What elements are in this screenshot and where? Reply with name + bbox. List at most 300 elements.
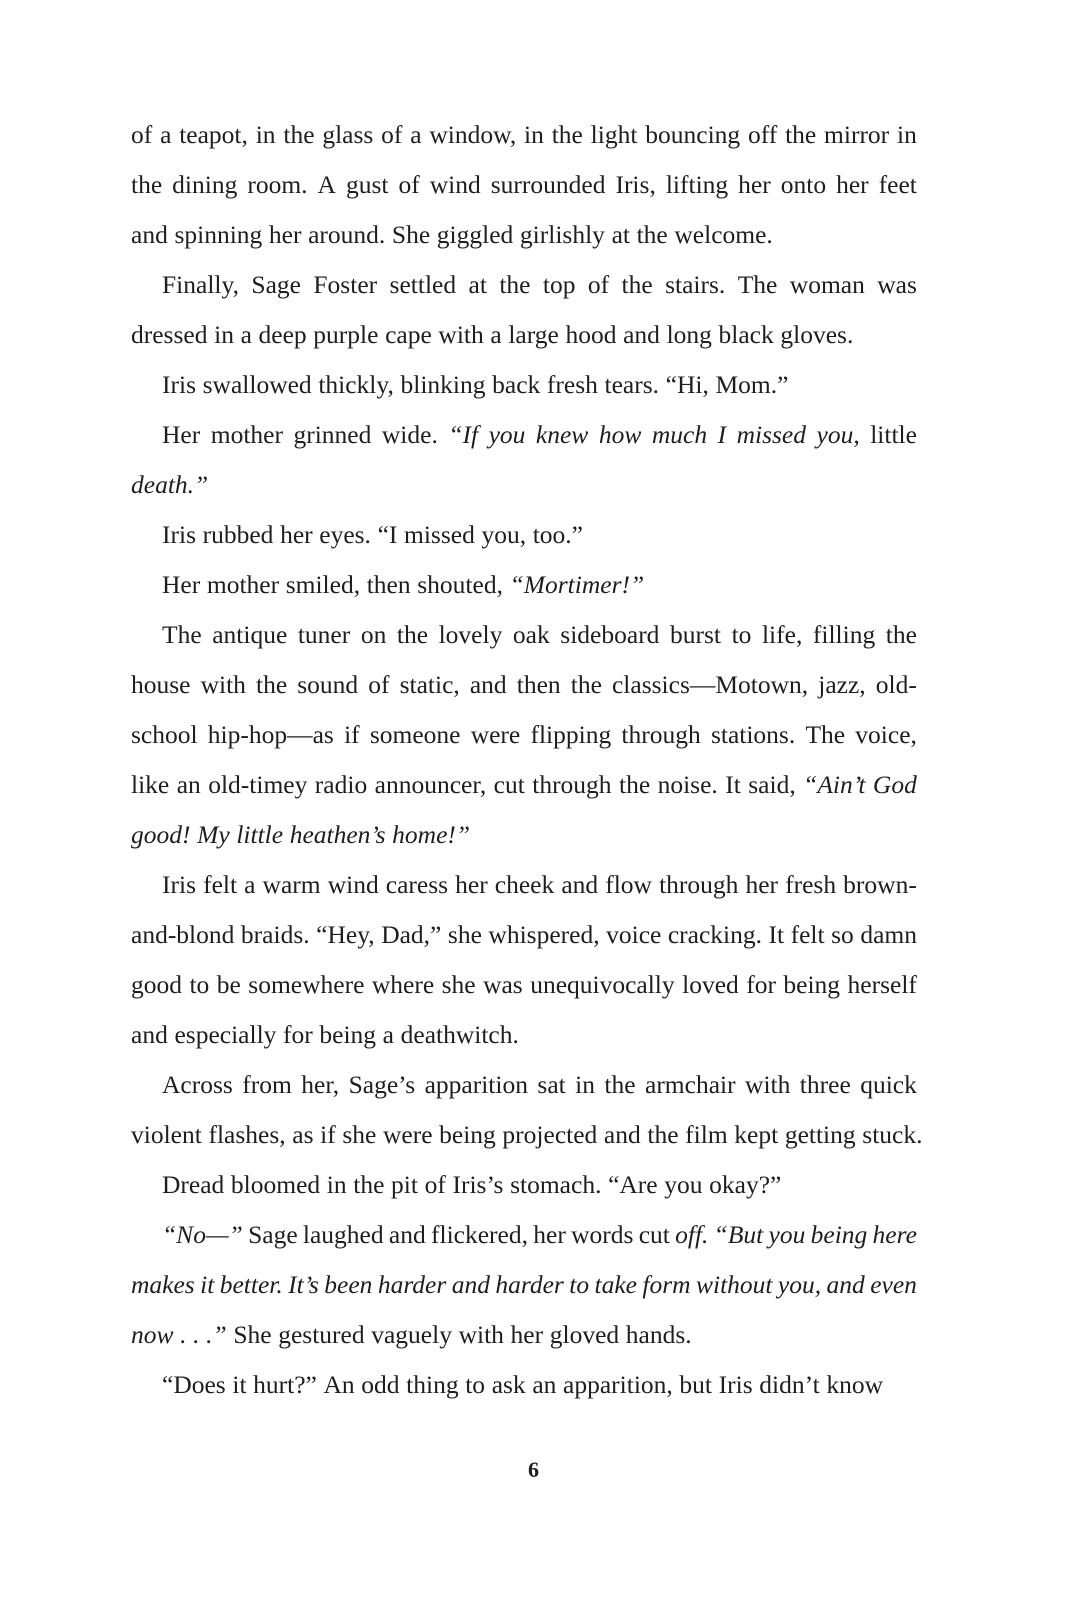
word: rubbed bbox=[202, 520, 274, 549]
word: school bbox=[131, 720, 198, 749]
word: being bbox=[783, 970, 841, 999]
word: voice bbox=[606, 920, 662, 949]
word: static, bbox=[399, 670, 460, 699]
word: form bbox=[642, 1270, 691, 1299]
text-line bbox=[131, 960, 917, 1010]
word: if bbox=[344, 720, 360, 749]
word: of bbox=[398, 170, 420, 199]
word: if bbox=[320, 1120, 336, 1149]
word: even bbox=[870, 1270, 917, 1299]
word: It bbox=[768, 920, 785, 949]
word: swallowed bbox=[202, 370, 312, 399]
word: know bbox=[826, 1370, 883, 1399]
word: thing bbox=[406, 1370, 459, 1399]
word: in bbox=[255, 120, 276, 149]
word: black bbox=[718, 320, 774, 349]
word: whispered, bbox=[488, 920, 600, 949]
word: flow bbox=[605, 870, 652, 899]
word: projected bbox=[502, 1120, 598, 1149]
word: gust bbox=[345, 170, 389, 199]
word: settled bbox=[389, 270, 457, 299]
word: and bbox=[561, 870, 599, 899]
word: the bbox=[283, 120, 315, 149]
word: take bbox=[594, 1270, 637, 1299]
word: and bbox=[603, 1120, 641, 1149]
word: shouted, bbox=[417, 570, 503, 599]
word: loved bbox=[682, 970, 739, 999]
text-line bbox=[131, 1110, 923, 1160]
word: the bbox=[551, 120, 583, 149]
word: at bbox=[468, 270, 487, 299]
word: “If bbox=[448, 420, 479, 449]
text-line bbox=[131, 1260, 917, 1310]
word: death.” bbox=[131, 470, 209, 499]
text-line bbox=[131, 260, 917, 310]
word: tuner bbox=[297, 620, 351, 649]
word: a bbox=[240, 320, 252, 349]
word: a bbox=[160, 120, 172, 149]
word: the bbox=[570, 670, 602, 699]
word: missed bbox=[404, 520, 475, 549]
word: words bbox=[571, 1220, 634, 1249]
word: classics—Motown, bbox=[611, 670, 809, 699]
word: flickered, bbox=[431, 1220, 528, 1249]
word: in bbox=[897, 120, 917, 149]
word: Sage’s bbox=[348, 1070, 416, 1099]
word: she bbox=[447, 920, 482, 949]
word: vaguely bbox=[371, 1320, 452, 1349]
text-line bbox=[131, 910, 917, 960]
word: house bbox=[131, 670, 191, 699]
word: as bbox=[292, 1120, 314, 1149]
text-line bbox=[131, 660, 917, 710]
word: cut bbox=[638, 1220, 670, 1249]
word: through bbox=[621, 720, 701, 749]
word: an bbox=[176, 770, 201, 799]
word: gloves. bbox=[780, 320, 854, 349]
word: Sage bbox=[248, 1220, 298, 1249]
word: braids. bbox=[240, 920, 310, 949]
word: The bbox=[737, 270, 778, 299]
word: lifting bbox=[665, 170, 729, 199]
word: you bbox=[488, 420, 526, 449]
word: like bbox=[131, 770, 170, 799]
word: laughed bbox=[302, 1220, 384, 1249]
word: welcome. bbox=[674, 220, 773, 249]
word: onto bbox=[780, 170, 827, 199]
word: Across bbox=[162, 1070, 233, 1099]
word: knew bbox=[535, 420, 589, 449]
word: stomach. bbox=[510, 1170, 602, 1199]
word: her bbox=[836, 170, 869, 199]
text-line bbox=[131, 1360, 917, 1410]
word: dining bbox=[172, 170, 238, 199]
word: herself bbox=[847, 970, 917, 999]
word: how bbox=[598, 420, 642, 449]
word: fresh bbox=[785, 870, 837, 899]
word: glass bbox=[322, 120, 374, 149]
text-line bbox=[131, 310, 917, 360]
word: to bbox=[731, 620, 752, 649]
word: the bbox=[621, 270, 653, 299]
text-line bbox=[131, 560, 917, 610]
word: and bbox=[388, 1220, 426, 1249]
word: three bbox=[799, 1070, 851, 1099]
word: the bbox=[885, 620, 917, 649]
word: you bbox=[768, 1220, 806, 1249]
word: stuck. bbox=[862, 1120, 923, 1149]
word: in bbox=[575, 1070, 595, 1099]
word: heathen’s bbox=[289, 820, 386, 849]
word: grinned bbox=[293, 420, 372, 449]
word: and bbox=[131, 220, 168, 249]
word: cheek bbox=[494, 870, 555, 899]
word: . bbox=[193, 1320, 200, 1349]
text-line bbox=[131, 360, 917, 410]
text-line bbox=[131, 160, 917, 210]
word: the bbox=[396, 620, 429, 649]
word: it bbox=[200, 1270, 215, 1299]
word: the bbox=[499, 270, 531, 299]
word: pit bbox=[391, 1170, 418, 1199]
word: gestured bbox=[278, 1320, 365, 1349]
word: of bbox=[587, 270, 610, 299]
word: so bbox=[831, 920, 854, 949]
word: off bbox=[747, 120, 778, 149]
word: Iris bbox=[162, 870, 196, 899]
word: violent bbox=[131, 1120, 202, 1149]
text-line bbox=[131, 1160, 917, 1210]
text-line bbox=[131, 610, 917, 660]
word: somewhere bbox=[248, 970, 365, 999]
word: her bbox=[268, 220, 302, 249]
word: “No—” bbox=[162, 1220, 243, 1249]
word: mirror bbox=[824, 120, 890, 149]
word: “But bbox=[713, 1220, 764, 1249]
text-line bbox=[131, 760, 917, 810]
word: without bbox=[696, 1270, 773, 1299]
word: she bbox=[342, 1120, 377, 1149]
word: filling bbox=[812, 620, 876, 649]
word: wind bbox=[429, 170, 481, 199]
word: caress bbox=[385, 870, 449, 899]
word: Foster bbox=[313, 270, 378, 299]
word: Iris bbox=[162, 520, 196, 549]
word: the bbox=[256, 670, 288, 699]
word: missed bbox=[736, 420, 806, 449]
word: window, bbox=[429, 120, 517, 149]
word: her bbox=[738, 170, 771, 199]
word: light bbox=[590, 120, 638, 149]
word: “Mortimer!” bbox=[509, 570, 645, 599]
word: much bbox=[651, 420, 708, 449]
word: “I bbox=[377, 520, 398, 549]
word: “Ain’t bbox=[803, 770, 866, 799]
word: better. bbox=[219, 1270, 283, 1299]
word: hip-hop—as bbox=[207, 720, 334, 749]
word: being bbox=[810, 1220, 868, 1249]
word: . bbox=[180, 1320, 187, 1349]
word: I bbox=[717, 420, 727, 449]
word: “Are bbox=[608, 1170, 658, 1199]
word: now bbox=[131, 1320, 174, 1349]
word: mother bbox=[210, 420, 283, 449]
text-line bbox=[131, 410, 917, 460]
word: of bbox=[131, 120, 153, 149]
word: mother bbox=[206, 570, 280, 599]
word: warm bbox=[262, 870, 321, 899]
word: to bbox=[189, 970, 210, 999]
word: with bbox=[200, 670, 246, 699]
word: bloomed bbox=[230, 1170, 321, 1199]
word: was bbox=[483, 970, 523, 999]
word: jazz, bbox=[818, 670, 866, 699]
word: kept bbox=[734, 1120, 779, 1149]
word: hands. bbox=[625, 1320, 692, 1349]
word: for bbox=[746, 970, 776, 999]
word: stairs. bbox=[665, 270, 726, 299]
word: stations. bbox=[710, 720, 796, 749]
word: woman bbox=[789, 270, 865, 299]
word: the bbox=[619, 770, 651, 799]
body-text bbox=[131, 110, 923, 1410]
word: of bbox=[368, 670, 390, 699]
word: a bbox=[490, 320, 502, 349]
word: you bbox=[664, 1170, 703, 1199]
word: here bbox=[872, 1220, 917, 1249]
word: The bbox=[805, 720, 846, 749]
text-line bbox=[131, 1010, 917, 1060]
word: then bbox=[366, 570, 411, 599]
word: with bbox=[438, 320, 484, 349]
word: you, bbox=[816, 420, 860, 449]
word: antique bbox=[212, 620, 288, 649]
page-number: 6 bbox=[528, 1457, 539, 1482]
word: on bbox=[360, 620, 387, 649]
word: quick bbox=[860, 1070, 917, 1099]
word: someone bbox=[369, 720, 461, 749]
word: noise. bbox=[657, 770, 718, 799]
word: It’s bbox=[288, 1270, 319, 1299]
word: were bbox=[470, 720, 521, 749]
word: to bbox=[569, 1270, 590, 1299]
word: her bbox=[533, 1220, 566, 1249]
word: you, bbox=[481, 520, 527, 549]
word: in bbox=[524, 120, 544, 149]
word: An bbox=[323, 1370, 355, 1399]
word: blinking bbox=[400, 370, 486, 399]
text-line bbox=[131, 1310, 917, 1360]
word: gloved bbox=[549, 1320, 620, 1349]
word: getting bbox=[784, 1120, 856, 1149]
word: her, bbox=[301, 1070, 340, 1099]
word: through bbox=[532, 770, 612, 799]
word: her bbox=[455, 870, 488, 899]
word: being bbox=[319, 1020, 377, 1049]
word: deathwitch. bbox=[400, 1020, 519, 1049]
word: okay?” bbox=[709, 1170, 782, 1199]
word: was bbox=[877, 270, 917, 299]
word: purple bbox=[313, 320, 379, 349]
word: to bbox=[465, 1370, 486, 1399]
word: apparition, bbox=[563, 1370, 673, 1399]
word: top bbox=[542, 270, 576, 299]
word: apparition bbox=[424, 1070, 528, 1099]
word: Her bbox=[162, 570, 201, 599]
word: of bbox=[424, 1170, 446, 1199]
word: Sage bbox=[251, 270, 301, 299]
word: long bbox=[666, 320, 712, 349]
word: harder bbox=[495, 1270, 564, 1299]
word: wide. bbox=[381, 420, 438, 449]
word: too.” bbox=[532, 520, 583, 549]
word: My bbox=[197, 820, 230, 849]
word: bouncing bbox=[645, 120, 741, 149]
word: old- bbox=[875, 670, 917, 699]
word: it bbox=[232, 1370, 247, 1399]
word: brown- bbox=[843, 870, 917, 899]
word: and bbox=[623, 320, 660, 349]
word: .” bbox=[206, 1320, 227, 1349]
word: life, bbox=[761, 620, 803, 649]
word: for bbox=[283, 1020, 313, 1049]
word: God bbox=[872, 770, 917, 799]
word: where bbox=[371, 970, 435, 999]
word: the bbox=[785, 120, 817, 149]
word: makes bbox=[131, 1270, 195, 1299]
word: flashes, bbox=[208, 1120, 286, 1149]
word: lovely bbox=[438, 620, 503, 649]
word: tears. bbox=[604, 370, 660, 399]
word: being bbox=[439, 1120, 496, 1149]
word: cape bbox=[385, 320, 432, 349]
word: Dread bbox=[162, 1170, 225, 1199]
word: in bbox=[214, 320, 234, 349]
word: especially bbox=[174, 1020, 277, 1049]
text-line bbox=[131, 710, 917, 760]
word: wind bbox=[327, 870, 379, 899]
word: Iris’s bbox=[452, 1170, 504, 1199]
word: A bbox=[317, 170, 336, 199]
word: smiled, bbox=[285, 570, 361, 599]
word: said, bbox=[748, 770, 796, 799]
word: voice, bbox=[855, 720, 917, 749]
text-line bbox=[131, 210, 917, 260]
word: the bbox=[647, 1120, 679, 1149]
word: in bbox=[326, 1170, 347, 1199]
word: Iris bbox=[718, 1370, 753, 1399]
word: “Does bbox=[162, 1370, 226, 1399]
word: surrounded bbox=[490, 170, 606, 199]
word: then bbox=[516, 670, 561, 699]
word: back bbox=[492, 370, 541, 399]
word: be bbox=[216, 970, 241, 999]
word: the bbox=[636, 220, 668, 249]
word: dressed bbox=[131, 320, 208, 349]
word: and-blond bbox=[131, 920, 235, 949]
word: Her bbox=[162, 420, 201, 449]
word: harder bbox=[377, 1270, 447, 1299]
word: room. bbox=[247, 170, 308, 199]
word: didn’t bbox=[759, 1370, 820, 1399]
word: damn bbox=[860, 920, 917, 949]
word: a bbox=[410, 120, 422, 149]
word: She bbox=[233, 1320, 272, 1349]
word: good! bbox=[131, 820, 191, 849]
word: It bbox=[725, 770, 741, 799]
word: “Hey, bbox=[316, 920, 375, 949]
word: felt bbox=[790, 920, 825, 949]
word: feet bbox=[878, 170, 917, 199]
text-line bbox=[131, 510, 917, 560]
word: felt bbox=[203, 870, 238, 899]
word: cracking. bbox=[667, 920, 763, 949]
word: radio bbox=[314, 770, 368, 799]
word: thickly, bbox=[318, 370, 394, 399]
word: announcer, bbox=[374, 770, 487, 799]
word: a bbox=[382, 1020, 394, 1049]
word: you, bbox=[777, 1270, 822, 1299]
word: sat bbox=[537, 1070, 566, 1099]
word: sideboard bbox=[560, 620, 660, 649]
word: film bbox=[685, 1120, 728, 1149]
word: through bbox=[659, 870, 739, 899]
word: Iris, bbox=[615, 170, 656, 199]
word: Iris bbox=[162, 370, 196, 399]
word: and bbox=[131, 1020, 168, 1049]
word: and bbox=[451, 1270, 490, 1299]
word: her bbox=[745, 870, 779, 899]
word: the bbox=[604, 1070, 636, 1099]
word: Finally, bbox=[162, 270, 239, 299]
word: been bbox=[324, 1270, 373, 1299]
word: old-timey bbox=[208, 770, 308, 799]
word: sound bbox=[297, 670, 359, 699]
word: home!” bbox=[392, 820, 471, 849]
word: at bbox=[611, 220, 630, 249]
word: eyes. bbox=[319, 520, 371, 549]
text-line bbox=[131, 460, 917, 510]
word: hurt?” bbox=[253, 1370, 317, 1399]
word: The bbox=[162, 620, 202, 649]
word: giggled bbox=[436, 220, 514, 249]
text-line bbox=[131, 110, 917, 160]
word: with bbox=[458, 1320, 504, 1349]
word: her bbox=[510, 1320, 544, 1349]
word: large bbox=[508, 320, 559, 349]
word: girlishly bbox=[519, 220, 605, 249]
word: cut bbox=[493, 770, 525, 799]
word: good bbox=[131, 970, 182, 999]
word: spinning bbox=[174, 220, 263, 249]
word: but bbox=[679, 1370, 712, 1399]
word: odd bbox=[361, 1370, 400, 1399]
word: deep bbox=[258, 320, 307, 349]
word: flipping bbox=[530, 720, 612, 749]
word: teapot, bbox=[179, 120, 248, 149]
word: from bbox=[242, 1070, 292, 1099]
word: fresh bbox=[546, 370, 598, 399]
word: Dad,” bbox=[381, 920, 442, 949]
word: little bbox=[236, 820, 284, 849]
word: ask bbox=[491, 1370, 526, 1399]
word: “Hi, bbox=[665, 370, 709, 399]
word: and bbox=[469, 670, 507, 699]
word: burst bbox=[670, 620, 721, 649]
word: she bbox=[441, 970, 476, 999]
text-line bbox=[131, 1210, 917, 1260]
word: around. bbox=[308, 220, 386, 249]
